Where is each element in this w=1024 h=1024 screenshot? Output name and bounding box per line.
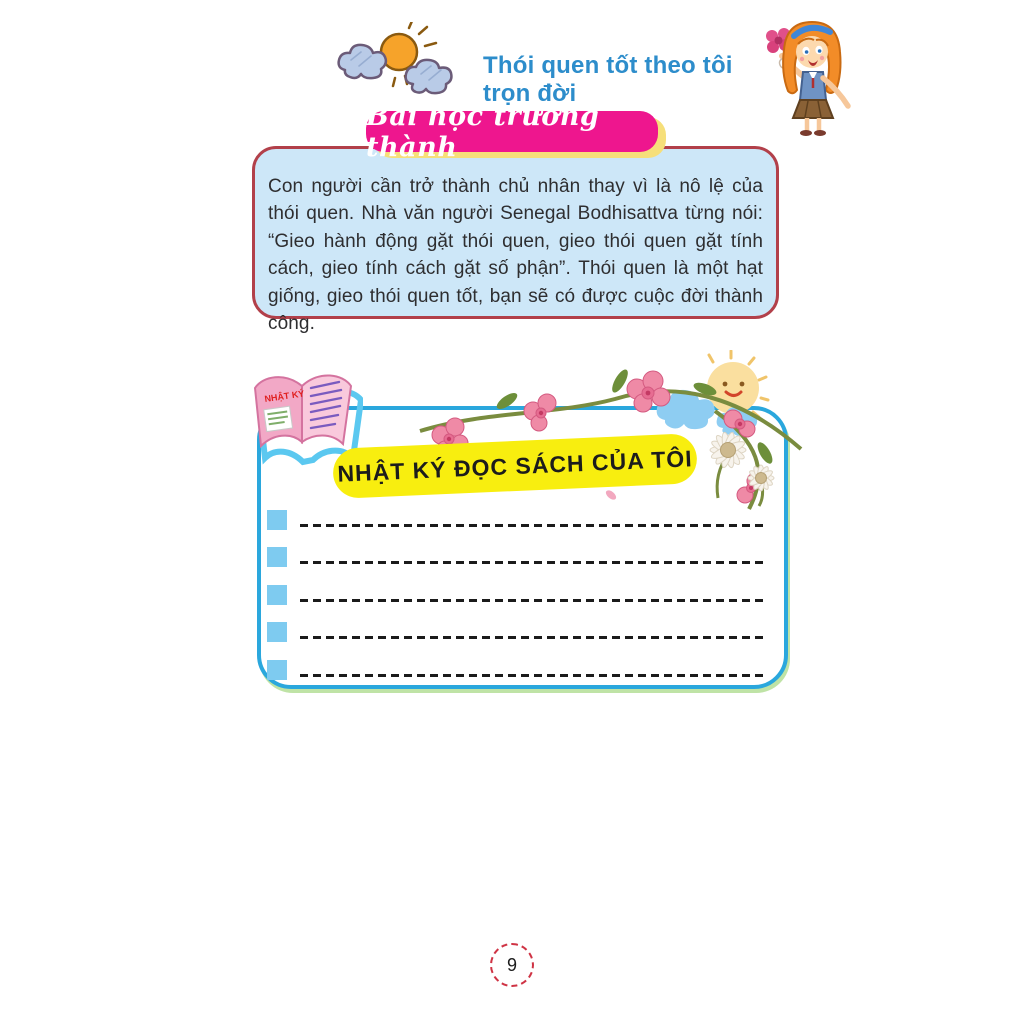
writing-line xyxy=(300,524,767,527)
diary-line-row[interactable] xyxy=(267,610,767,648)
diary-line-row[interactable] xyxy=(267,572,767,610)
bullet-square-icon xyxy=(267,547,287,567)
daisies-icon xyxy=(683,410,789,508)
writing-line xyxy=(300,599,767,602)
diary-lines xyxy=(267,497,767,685)
book-cover-label: NHẬT KÝ xyxy=(263,388,305,404)
writing-line xyxy=(300,636,767,639)
diary-title: NHẬT KÝ ĐỌC SÁCH CỦA TÔI xyxy=(336,444,694,487)
bullet-square-icon xyxy=(267,585,287,605)
lesson-box xyxy=(252,146,779,335)
bullet-square-icon xyxy=(267,510,287,530)
page-number: 9 xyxy=(506,954,517,975)
writing-line xyxy=(300,561,767,564)
lesson-banner xyxy=(366,100,658,163)
page-title: Thói quen tốt theo tôi trọn đời xyxy=(483,52,733,107)
diary-line-row[interactable] xyxy=(267,535,767,573)
lesson-banner-label: Bài học trưởng thành xyxy=(366,100,600,163)
lesson-body-text: Con người cần trở thành chủ nhân thay vì là nô lệ của thói quen. Nhà văn người Senegal Bodhisattva từng nói: “Gieo hành động gặt thói quen, gieo thói quen gặt tính cách, gieo tính cách gặt số phận”. Thói quen là một hạt giống, gieo thói quen tốt, bạn sẽ có được cuộc đời thành công. xyxy=(268,176,763,335)
bullet-square-icon xyxy=(267,622,287,642)
page-number-badge xyxy=(490,943,534,987)
diary-line-row[interactable] xyxy=(267,647,767,685)
sun-behind-clouds-icon xyxy=(335,22,465,110)
bullet-square-icon xyxy=(267,660,287,680)
writing-line xyxy=(300,674,767,677)
girl-with-flower-illustration xyxy=(760,14,866,138)
